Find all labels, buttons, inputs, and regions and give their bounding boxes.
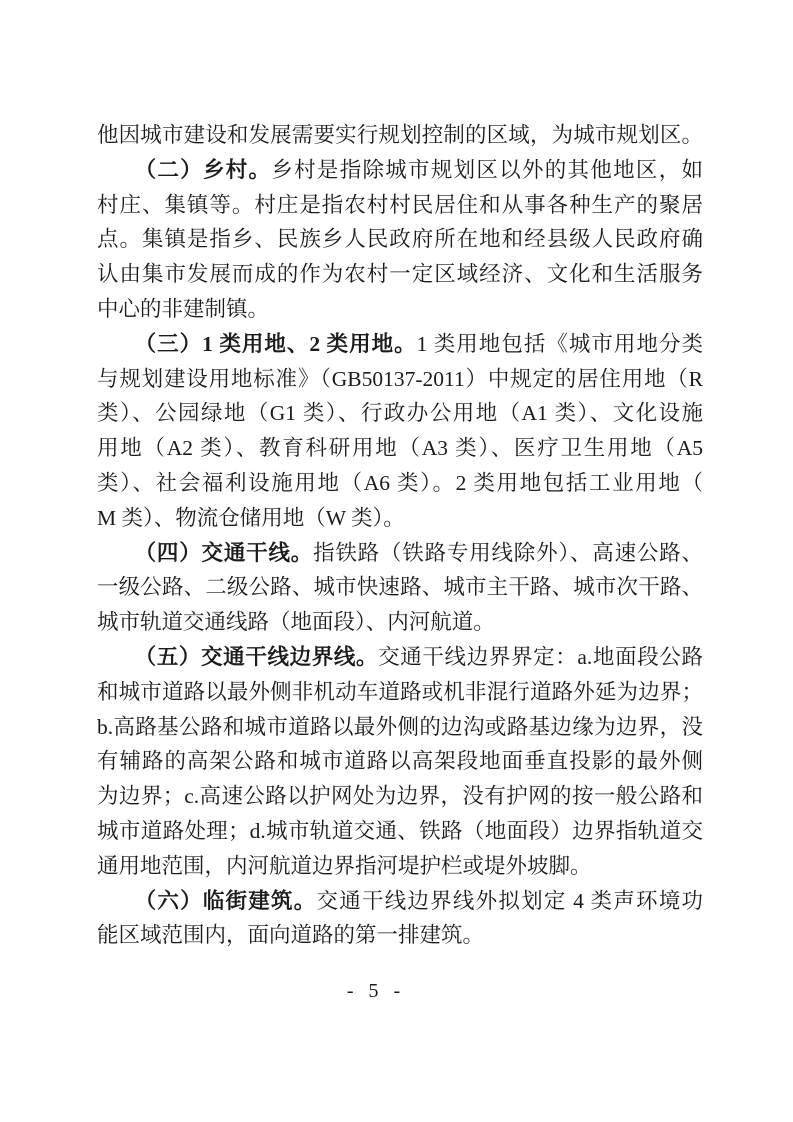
text-run: M 类）、物流仓储用地（W 类）。 xyxy=(97,505,405,530)
text-line xyxy=(97,327,703,362)
text-line xyxy=(97,501,703,536)
body-text xyxy=(97,118,703,953)
text-line xyxy=(97,849,703,884)
text-line xyxy=(97,640,703,675)
text-run: 与规划建设用地标准》（GB50137-2011）中规定的居住用地（R xyxy=(97,366,703,391)
text-run: 城市轨道交通线路（地面段）、内河航道。 xyxy=(97,610,495,635)
text-line xyxy=(97,396,703,431)
paragraph-label: （三）1 类用地、2 类用地。 xyxy=(134,331,417,356)
text-run: 1 类用地包括《城市用地分类 xyxy=(416,331,703,356)
text-line xyxy=(97,779,703,814)
text-line xyxy=(97,814,703,849)
text-run: 有辅路的高架公路和城市道路以高架段地面垂直投影的最外侧 xyxy=(97,749,703,774)
text-line xyxy=(97,188,703,223)
text-run: 点。集镇是指乡、民族乡人民政府所在地和经县级人民政府确 xyxy=(97,227,703,252)
text-run: 中心的非建制镇。 xyxy=(97,296,270,321)
text-line xyxy=(97,570,703,605)
text-run: 城市道路处理；d.城市轨道交通、铁路（地面段）边界指轨道交 xyxy=(97,818,703,843)
text-line xyxy=(97,222,703,257)
text-run: 通用地范围，内河航道边界指河堤护栏或堤外坡脚。 xyxy=(97,853,592,878)
text-run: 他因城市建设和发展需要实行规划控制的区域，为城市规划区。 xyxy=(97,123,703,147)
text-run: 村庄、集镇等。村庄是指农村村民居住和从事各种生产的聚居 xyxy=(97,192,703,217)
text-line xyxy=(97,744,703,779)
paragraph-label: （五）交通干线边界线。 xyxy=(134,644,379,669)
text-line xyxy=(97,118,703,153)
text-run: 类）、公园绿地（G1 类）、行政办公用地（A1 类）、文化设施 xyxy=(97,401,703,426)
text-line xyxy=(97,605,703,640)
paragraph-label: （六）临街建筑。 xyxy=(134,888,317,913)
paragraph-label: （四）交通干线。 xyxy=(134,540,314,565)
text-line xyxy=(97,466,703,501)
text-run: 和城市道路以最外侧非机动车道路或机非混行道路外延为边界； xyxy=(97,679,703,704)
text-run: 一级公路、二级公路、城市快速路、城市主干路、城市次干路、 xyxy=(97,575,703,600)
text-run: 指铁路（铁路专用线除外）、高速公路、 xyxy=(313,540,703,565)
text-run: b.高路基公路和城市道路以最外侧的边沟或路基边缘为边界，没 xyxy=(97,714,703,739)
text-line xyxy=(97,536,703,571)
text-line xyxy=(97,362,703,397)
text-run: 乡村是指除城市规划区以外的其他地区，如 xyxy=(271,157,703,182)
text-run: 认由集市发展而成的作为农村一定区域经济、文化和生活服务 xyxy=(97,262,703,287)
text-line xyxy=(97,292,703,327)
text-line xyxy=(97,675,703,710)
text-line xyxy=(97,710,703,745)
text-line xyxy=(97,884,703,919)
paragraph-label: （二）乡村。 xyxy=(134,157,272,182)
text-run: 能区域范围内，面向道路的第一排建筑。 xyxy=(97,923,485,948)
text-line xyxy=(97,257,703,292)
text-line xyxy=(97,918,703,953)
text-run: 为边界；c.高速公路以护网处为边界，没有护网的按一般公路和 xyxy=(97,784,703,809)
text-run: 类）、社会福利设施用地（A6 类）。2 类用地包括工业用地（ xyxy=(97,470,703,495)
text-run: 交通干线边界线外拟划定 4 类声环境功 xyxy=(316,888,703,913)
text-line xyxy=(97,431,703,466)
text-run: 用地（A2 类）、教育科研用地（A3 类）、医疗卫生用地（A5 xyxy=(97,436,703,461)
text-run: 交通干线边界界定：a.地面段公路 xyxy=(378,644,703,669)
page-number: - 5 - xyxy=(346,980,406,1002)
text-line xyxy=(97,153,703,188)
